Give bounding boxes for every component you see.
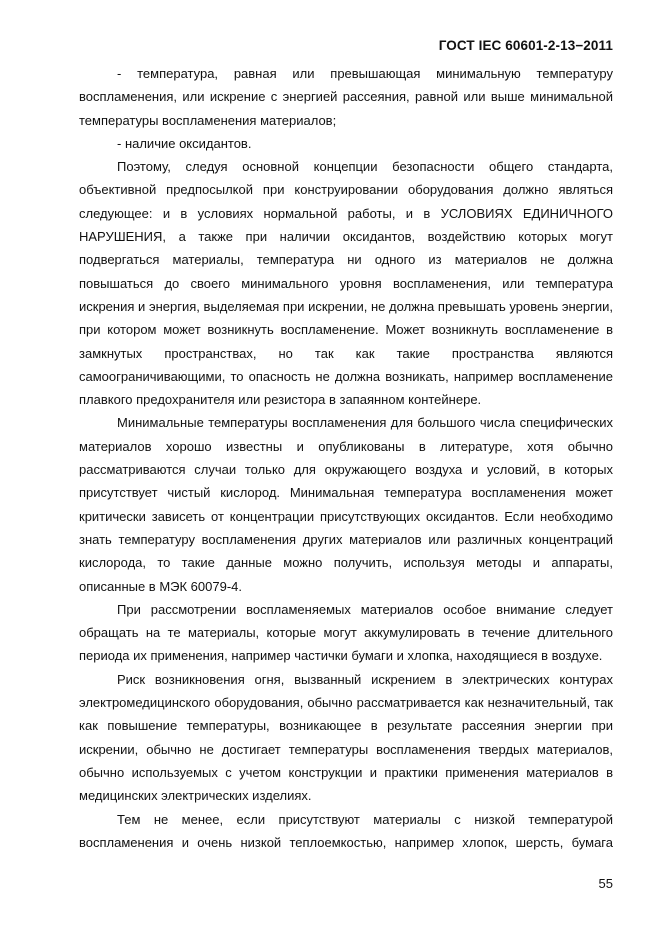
list-item: - температура, равная или превышающая минимальную температуру воспламенения, или искрение с энергией рассеяния, равной или выше минимальной температуры воспламенения материалов;	[79, 66, 613, 128]
page-number: 55	[598, 876, 613, 891]
document-header: ГОСТ IEC 60601-2-13−2011	[438, 38, 613, 53]
paragraph: Тем не менее, если присутствуют материалы с низкой температурой воспламенения и очень низкой теплоемкостью, например хлопок, шерсть, бумага	[79, 811, 613, 850]
paragraph: Минимальные температуры воспламенения для большого числа специфических материалов хорошо известны и опубликованы в литературе, хотя обычно рассматриваются случаи только для окружающего воздуха и условий, в которых присутствует чистый кислород. Минимальная температура воспламенения может критически зависеть от концентрации присутствующих оксидантов. Если необходимо знать температуру воспламенения других материалов или различных концентраций кислорода, то такие данные можно получить, используя методы и аппараты, описанные в МЭК 60079-4.	[79, 415, 613, 594]
paragraph: Риск возникновения огня, вызванный искрением в электрических контурах электромедицинского оборудования, обычно рассматривается как незначительный, так как повышение температуры, возникающее в результате рассеяния энергии при искрении, обычно не достигает температуры воспламенения твердых материалов, обычно используемых с учетом конструкции и практики применения материалов в медицинских электрических изделиях.	[79, 671, 613, 804]
paragraph: При рассмотрении воспламеняемых материалов особое внимание следует обращать на те материалы, которые могут аккумулировать в течение длительного периода их применения, например частички бумаги и хлопка, находящиеся в воздухе.	[79, 601, 613, 664]
paragraph: Поэтому, следуя основной концепции безопасности общего стандарта, объективной предпосылкой при конструировании оборудования должно являться следующее: и в условиях нормальной работы, и в УСЛОВИЯХ ЕДИНИЧНОГО НАРУШЕНИЯ, а также при наличии оксидантов, воздействию которых могут подвергаться материалы, температура ни одного из материалов не должна повышаться до своего минимального уровня воспламенения, или температура искрения и энергия, выделяемая при искрении, не должна превышать уровень энергии, при котором может возникнуть воспламенение. Может возникнуть воспламенение в замкнутых пространствах, но так как такие пространства являются самоограничивающими, то опасность не должна возникать, например воспламенение плавкого предохранителя или резистора в запаянном контейнере.	[79, 159, 613, 408]
document-body	[79, 62, 613, 854]
list-item: - наличие оксидантов.	[117, 135, 252, 151]
